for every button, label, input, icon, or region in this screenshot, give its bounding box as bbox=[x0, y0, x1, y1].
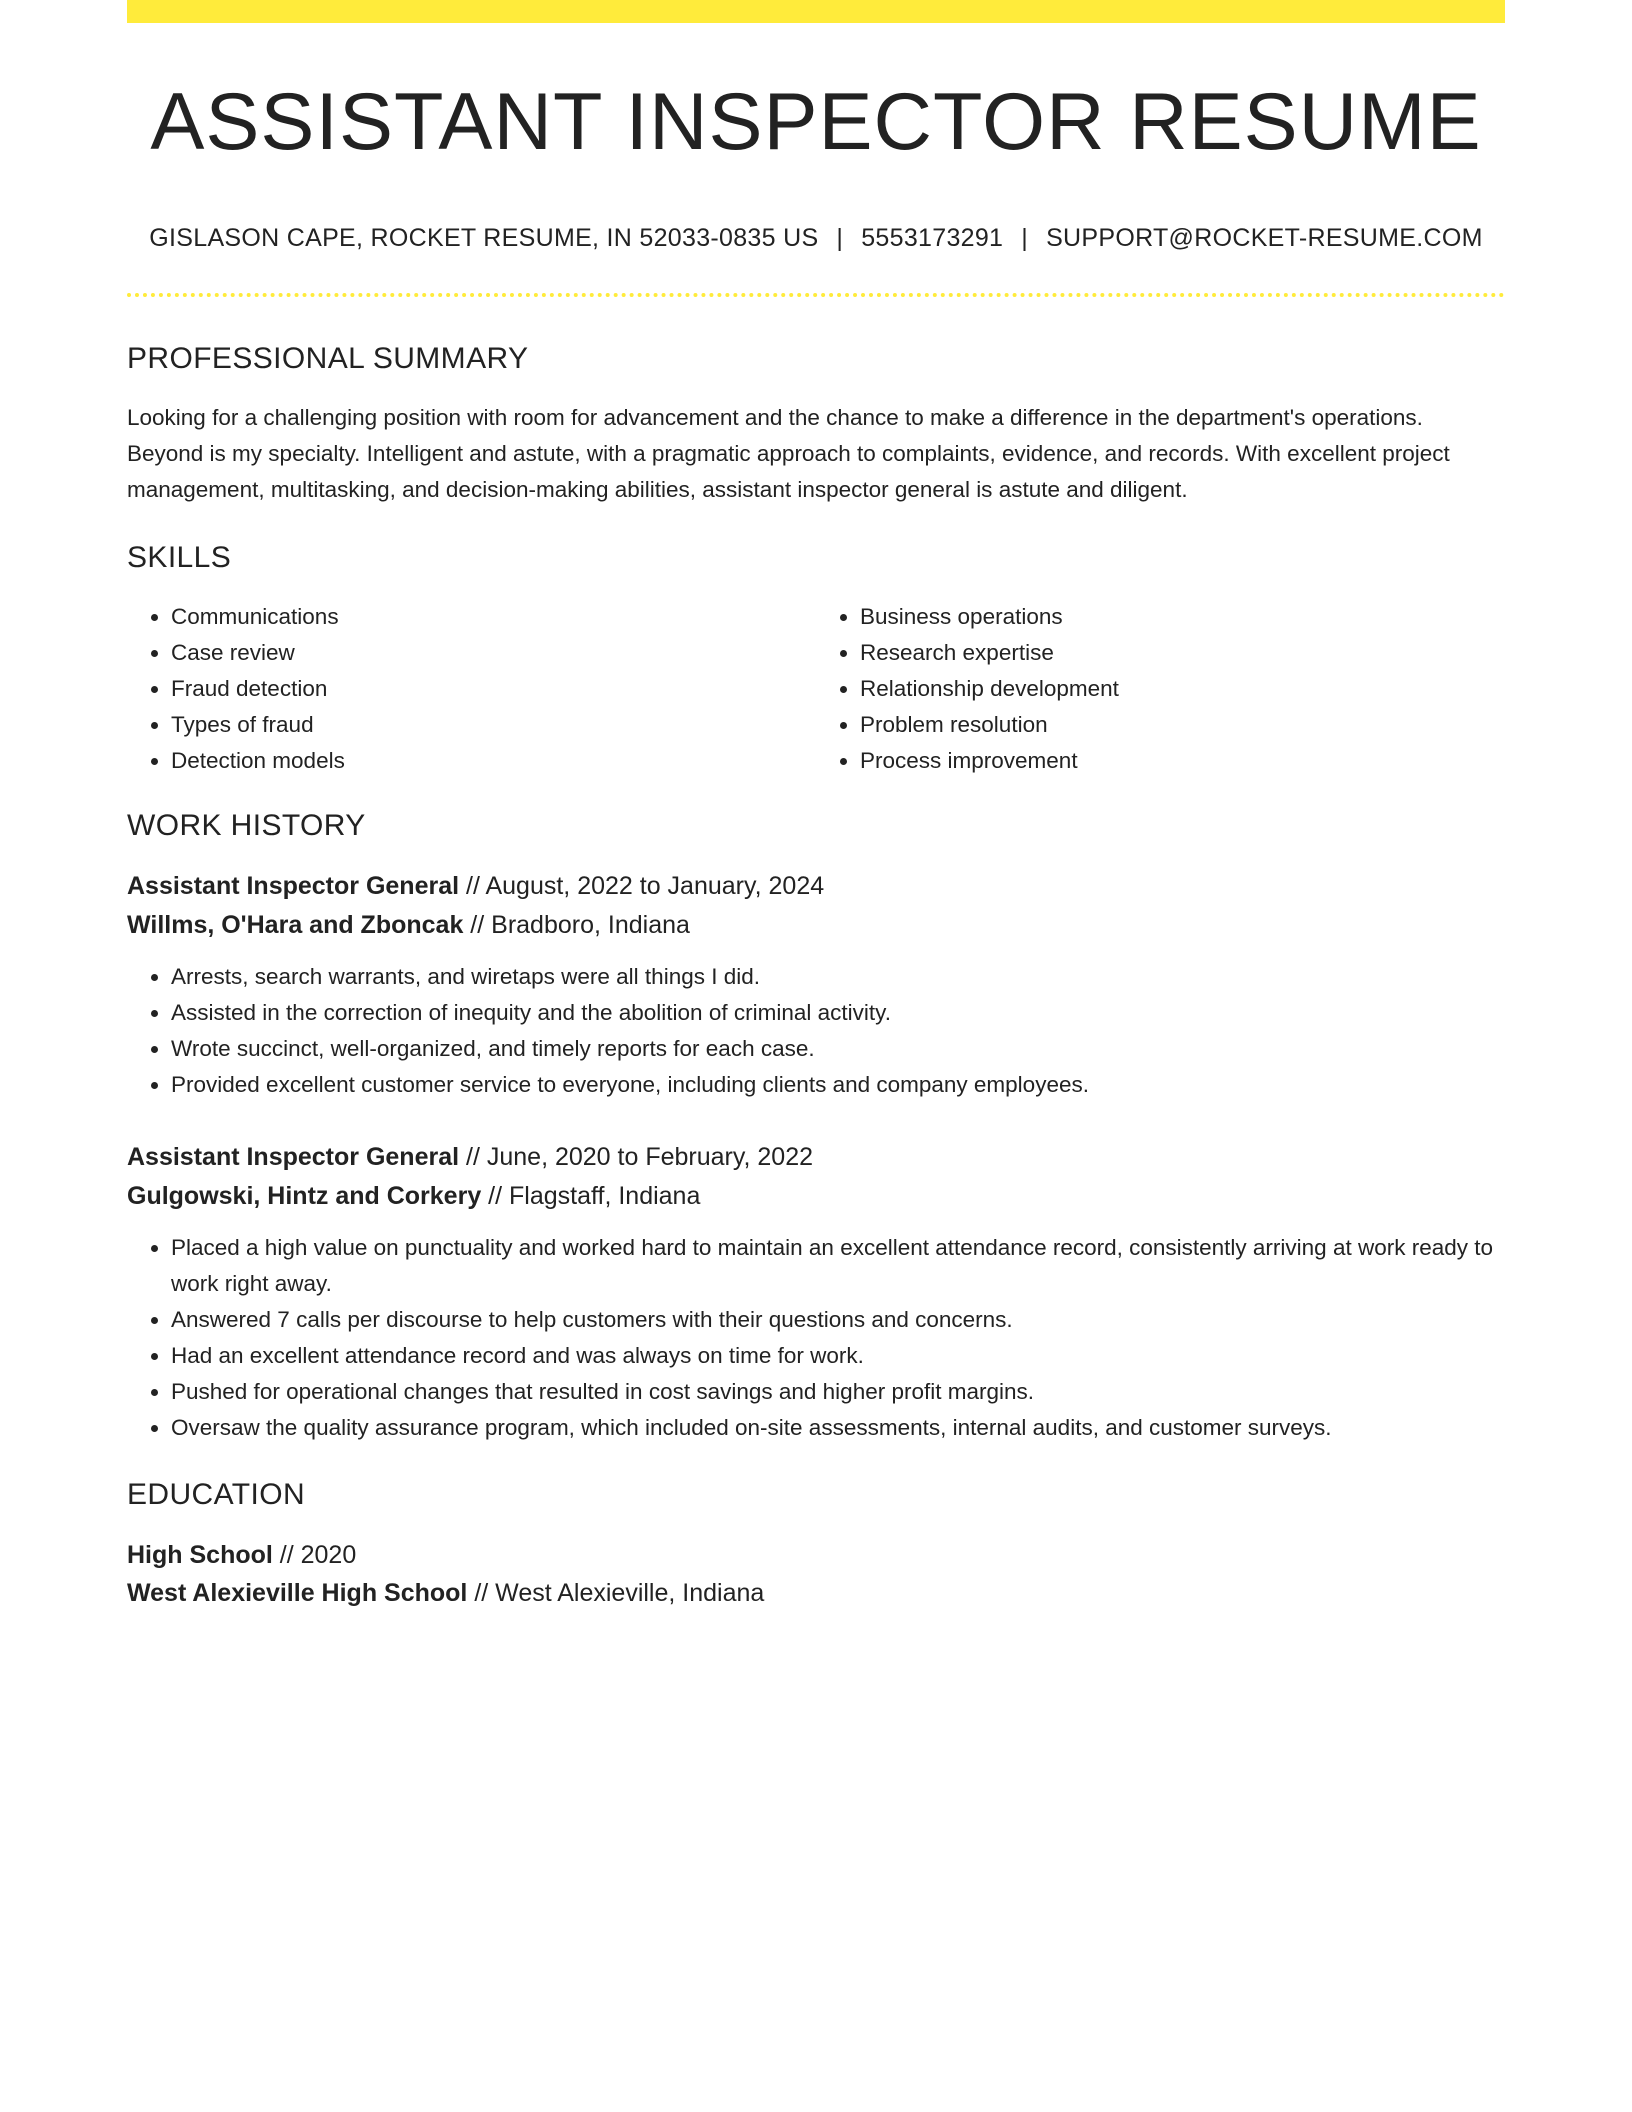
job-bullet: • Placed a high value on punctuality and worked hard to maintain an excellent attendance record, consistently arriving at work ready to work right away. bbox=[171, 1230, 1505, 1302]
skill-item: • Types of fraud bbox=[171, 707, 816, 743]
education-degree-line bbox=[127, 1536, 1505, 1574]
skills-column-left bbox=[127, 599, 816, 779]
skills-column-right bbox=[816, 599, 1505, 779]
job-bullet: • Had an excellent attendance record and was always on time for work. bbox=[171, 1338, 1505, 1374]
skill-item: • Process improvement bbox=[860, 743, 1505, 779]
contact-line bbox=[127, 224, 1505, 253]
accent-bar bbox=[127, 0, 1505, 23]
date-separator: // bbox=[459, 1143, 487, 1171]
education-degree: High School bbox=[127, 1541, 273, 1569]
date-separator: // bbox=[467, 1579, 496, 1607]
date-separator: // bbox=[459, 872, 486, 900]
job-bullets bbox=[127, 1230, 1505, 1446]
job-bullet: • Pushed for operational changes that resulted in cost savings and higher profit margins. bbox=[171, 1374, 1505, 1410]
job-entry bbox=[127, 1138, 1505, 1446]
summary-heading: PROFESSIONAL SUMMARY bbox=[127, 342, 529, 375]
job-bullet: • Assisted in the correction of inequity and the abolition of criminal activity. bbox=[171, 995, 1505, 1031]
job-dates: June, 2020 to February, 2022 bbox=[486, 1143, 814, 1171]
job-title-line bbox=[127, 867, 1505, 906]
skills-list bbox=[127, 599, 1505, 779]
skills-heading: SKILLS bbox=[127, 541, 232, 574]
job-company: Willms, O'Hara and Zboncak bbox=[127, 911, 464, 939]
job-company-line bbox=[127, 906, 1505, 945]
education-year: 2020 bbox=[300, 1541, 357, 1569]
contact-phone: 5553173291 bbox=[861, 224, 1004, 252]
job-bullet: • Oversaw the quality assurance program, which included on-site assessments, internal audits, and customer surveys. bbox=[171, 1410, 1505, 1446]
job-title: Assistant Inspector General bbox=[127, 872, 460, 900]
job-entry bbox=[127, 867, 1505, 1103]
job-title-line bbox=[127, 1138, 1505, 1177]
date-separator: // bbox=[481, 1182, 510, 1210]
summary-text: Looking for a challenging position with room for advancement and the chance to make a difference in the department's operations. Beyond is my specialty. Intelligent and astute, with a pragmatic approach to complaints, evidence, and records. With excellent project management, multitasking, and decision-making abilities, assistant inspector general is astute and diligent. bbox=[127, 405, 1450, 502]
skill-item: • Problem resolution bbox=[860, 707, 1505, 743]
skill-item: • Business operations bbox=[860, 599, 1505, 635]
skill-item: • Fraud detection bbox=[171, 671, 816, 707]
education-school: West Alexieville High School bbox=[127, 1579, 468, 1607]
contact-separator: | bbox=[1021, 224, 1029, 252]
skill-item: • Case review bbox=[171, 635, 816, 671]
dotted-divider bbox=[127, 293, 1505, 297]
job-bullet: • Provided excellent customer service to everyone, including clients and company employees. bbox=[171, 1067, 1505, 1103]
job-dates: August, 2022 to January, 2024 bbox=[485, 872, 825, 900]
work-history-heading: WORK HISTORY bbox=[127, 809, 366, 842]
resume-page bbox=[127, 0, 1505, 1612]
date-separator: // bbox=[463, 911, 492, 939]
education-heading: EDUCATION bbox=[127, 1478, 306, 1511]
contact-address: GISLASON CAPE, ROCKET RESUME, IN 52033-0835 US bbox=[149, 224, 819, 252]
job-bullet: • Arrests, search warrants, and wiretaps were all things I did. bbox=[171, 959, 1505, 995]
job-location: Flagstaff, Indiana bbox=[509, 1182, 701, 1210]
education-location: West Alexieville, Indiana bbox=[495, 1579, 765, 1607]
job-bullets bbox=[127, 959, 1505, 1103]
date-separator: // bbox=[272, 1541, 301, 1569]
contact-separator: | bbox=[836, 224, 844, 252]
job-company-line bbox=[127, 1177, 1505, 1216]
contact-email: SUPPORT@ROCKET-RESUME.COM bbox=[1046, 224, 1483, 252]
skill-item: • Detection models bbox=[171, 743, 816, 779]
job-location: Bradboro, Indiana bbox=[491, 911, 690, 939]
education-entry bbox=[127, 1536, 1505, 1612]
job-company: Gulgowski, Hintz and Corkery bbox=[127, 1182, 482, 1210]
resume-title: ASSISTANT INSPECTOR RESUME bbox=[150, 77, 1482, 167]
education-school-line bbox=[127, 1574, 1505, 1612]
skill-item: • Research expertise bbox=[860, 635, 1505, 671]
skill-item: • Relationship development bbox=[860, 671, 1505, 707]
job-title: Assistant Inspector General bbox=[127, 1143, 460, 1171]
job-bullet: • Answered 7 calls per discourse to help customers with their questions and concerns. bbox=[171, 1302, 1505, 1338]
skill-item: • Communications bbox=[171, 599, 816, 635]
job-bullet: • Wrote succinct, well-organized, and timely reports for each case. bbox=[171, 1031, 1505, 1067]
